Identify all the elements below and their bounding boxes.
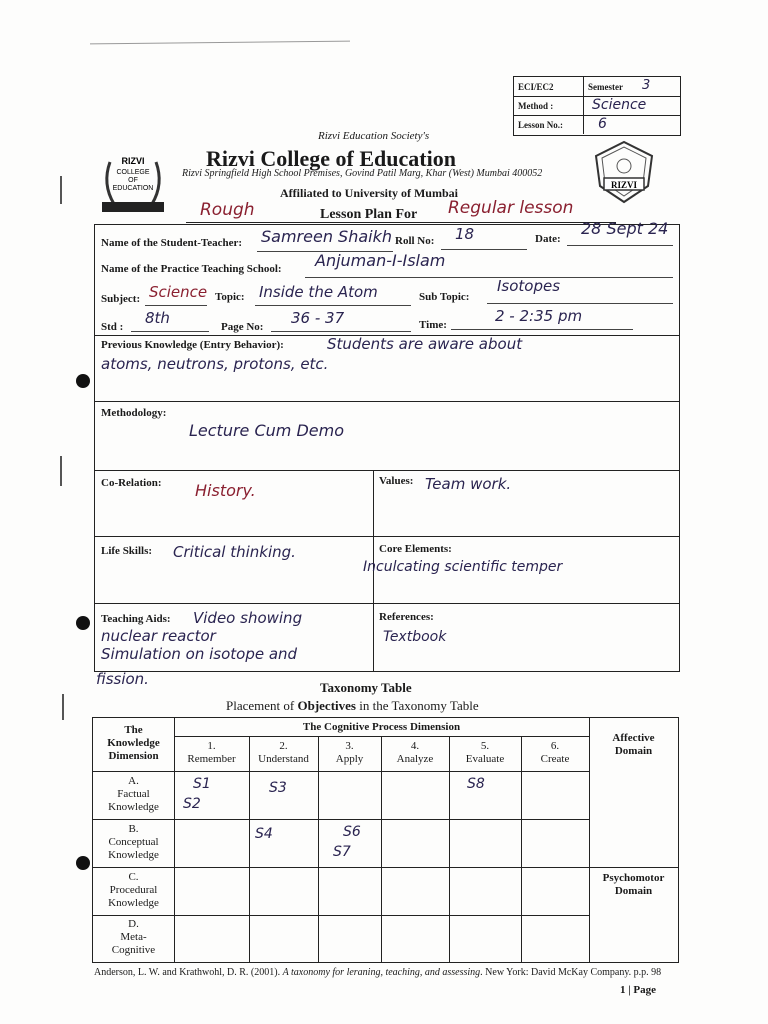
student-teacher-label: Name of the Student-Teacher: — [101, 237, 243, 249]
topic-label: Topic: — [215, 291, 245, 303]
field-underline — [451, 329, 633, 330]
row-line: Knowledge — [108, 801, 159, 813]
row-line: Knowledge — [108, 897, 159, 909]
logo-line: RIZVI — [121, 156, 145, 166]
method-label: Method : — [518, 101, 554, 111]
field-underline — [145, 305, 207, 306]
top-stroke — [90, 41, 350, 45]
divider — [95, 470, 679, 471]
knowledge-dimension-header — [93, 724, 174, 763]
reference-note-pre: Anderson, L. W. and Krathwohl, D. R. (2001). — [94, 967, 283, 978]
semester-label: Semester — [588, 82, 623, 92]
scan-mark — [60, 456, 62, 486]
field-underline — [567, 245, 673, 246]
column-num: 5. — [480, 740, 490, 752]
grid-line — [93, 915, 589, 916]
cognitive-dimension-header: The Cognitive Process Dimension — [302, 721, 461, 733]
logo-line: EDUCATION — [112, 185, 154, 192]
society-name: Rizvi Education Society's — [318, 130, 430, 142]
page-value: 36 - 37 — [291, 309, 345, 327]
row-line: Knowledge — [108, 849, 159, 861]
column-name: Analyze — [396, 753, 434, 765]
objective-entry: S1 — [193, 776, 211, 792]
time-label: Time: — [419, 319, 447, 331]
lesson-value: 6 — [598, 116, 607, 132]
column-name: Remember — [187, 753, 236, 765]
grid-line — [449, 736, 450, 962]
objective-entry: S7 — [333, 844, 351, 860]
divider — [95, 536, 679, 537]
objective-entry: S8 — [467, 776, 485, 792]
grid-line — [318, 736, 319, 962]
references-value: Textbook — [383, 629, 447, 645]
taxonomy-subtitle-pre: Placement of — [226, 698, 298, 713]
column-name: Understand — [258, 753, 309, 765]
field-underline — [487, 303, 673, 304]
seal-text: RIZVI — [610, 180, 638, 190]
row-line: Factual — [117, 788, 150, 800]
lesson-plan-type-left: Rough — [200, 200, 255, 220]
semester-value: 3 — [642, 78, 651, 93]
header-line: Domain — [614, 745, 653, 757]
teaching-aids-value: Video showing — [193, 609, 303, 627]
grid-line — [381, 736, 382, 962]
binder-hole — [76, 856, 90, 870]
row-header-metacognitive — [93, 918, 174, 957]
topic-value: Inside the Atom — [259, 283, 378, 301]
header-line: Dimension — [108, 750, 159, 762]
std-value: 8th — [145, 309, 170, 327]
page-label: Page No: — [221, 321, 264, 333]
objective-entry: S4 — [255, 826, 273, 842]
row-letter: C. — [128, 871, 139, 883]
teaching-aids-value: fission. — [96, 670, 149, 688]
field-underline — [441, 249, 527, 250]
logo-line: OF — [128, 177, 138, 184]
scan-mark — [60, 176, 62, 204]
row-letter: B. — [128, 823, 139, 835]
field-underline — [131, 331, 209, 332]
column-num: 6. — [550, 740, 560, 752]
reference-note-post: . New York: David McKay Company. p.p. 98 — [480, 967, 662, 978]
row-letter: D. — [128, 918, 139, 930]
taxonomy-subtitle — [226, 698, 479, 714]
time-value: 2 - 2:35 pm — [495, 307, 583, 325]
lesson-plan-label: Lesson Plan For — [320, 207, 418, 222]
column-name: Create — [540, 753, 570, 765]
column-num: 3. — [345, 740, 354, 752]
objective-entry: S6 — [343, 824, 361, 840]
life-skills-label: Life Skills: — [101, 545, 153, 557]
lesson-info-box — [513, 76, 681, 136]
taxonomy-subtitle-bold: Objectives — [297, 698, 356, 713]
values-label: Values: — [379, 475, 414, 487]
grid-line — [93, 771, 589, 772]
affiliation: Affiliated to University of Mumbai — [280, 186, 458, 200]
column-header-understand — [249, 740, 318, 766]
subtopic-value: Isotopes — [497, 277, 561, 295]
row-header-conceptual — [93, 823, 174, 862]
row-line: Meta- — [120, 931, 147, 943]
taxonomy-table — [92, 717, 679, 963]
values-value: Team work. — [425, 475, 512, 493]
date-label: Date: — [535, 233, 561, 245]
binder-hole — [76, 616, 90, 630]
method-value: Science — [592, 97, 647, 113]
page-number: 1 | Page — [620, 984, 657, 996]
row-line: Cognitive — [111, 944, 156, 956]
references-label: References: — [379, 611, 434, 623]
roll-label: Roll No: — [395, 235, 435, 247]
methodology-value: Lecture Cum Demo — [189, 421, 344, 440]
objective-entry: S3 — [269, 780, 287, 796]
grid-line — [249, 736, 250, 962]
row-header-factual — [93, 775, 174, 814]
row-letter: A. — [128, 775, 139, 787]
column-header-evaluate — [449, 740, 521, 766]
column-header-remember — [174, 740, 249, 766]
row-line: Conceptual — [108, 836, 159, 848]
grid-line — [93, 819, 589, 820]
grid-line — [93, 867, 678, 868]
school-label: Name of the Practice Teaching School: — [101, 263, 282, 275]
field-underline — [255, 305, 411, 306]
header-line: Psychomotor — [602, 872, 665, 884]
taxonomy-title: Taxonomy Table — [320, 680, 412, 695]
psychomotor-domain-header — [589, 872, 678, 898]
prev-knowledge-value: Students are aware about — [327, 335, 523, 353]
column-header-apply — [318, 740, 381, 766]
corelation-label: Co-Relation: — [101, 477, 162, 489]
taxonomy-subtitle-post: in the Taxonomy Table — [355, 698, 479, 713]
lesson-plan-underline — [186, 222, 616, 223]
school-value: Anjuman-I-Islam — [315, 251, 446, 270]
column-header-create — [521, 740, 589, 766]
college-address: Rizvi Springfield High School Premises, Govind Patil Marg, Khar (West) Mumbai 400052 — [182, 168, 543, 179]
reference-note-title: A taxonomy for leraning, teaching, and assessing — [282, 967, 481, 978]
subtopic-label: Sub Topic: — [419, 291, 470, 303]
header-line: The — [124, 724, 143, 736]
lesson-plan-form — [94, 219, 680, 672]
objective-entry: S2 — [183, 796, 201, 812]
divider — [95, 603, 679, 604]
column-name: Evaluate — [465, 753, 505, 765]
ec-label: ECI/EC2 — [518, 82, 554, 92]
teaching-aids-value: Simulation on isotope and — [101, 645, 298, 663]
methodology-label: Methodology: — [101, 407, 167, 419]
std-label: Std : — [101, 321, 124, 333]
header-line: Knowledge — [107, 737, 160, 749]
column-header-analyze — [381, 740, 449, 766]
life-skills-value: Critical thinking. — [173, 543, 296, 561]
core-elements-value: Inculcating scientific temper — [363, 559, 563, 575]
column-num: 1. — [207, 740, 216, 752]
lesson-label: Lesson No.: — [518, 120, 564, 130]
society-seal — [588, 138, 660, 206]
prev-knowledge-value: atoms, neutrons, protons, etc. — [101, 355, 329, 373]
row-line: Procedural — [109, 884, 158, 896]
field-underline — [305, 277, 673, 278]
binder-hole — [76, 374, 90, 388]
corelation-value: History. — [195, 481, 256, 500]
date-value: 28 Sept 24 — [581, 219, 669, 238]
column-num: 4. — [410, 740, 420, 752]
affective-domain-header — [589, 732, 678, 758]
lesson-plan-type-right: Regular lesson — [448, 198, 574, 218]
logo-line: COLLEGE — [116, 169, 150, 176]
divider — [95, 401, 679, 402]
header-line: Affective — [612, 732, 655, 744]
teaching-aids-label: Teaching Aids: — [101, 613, 171, 625]
college-logo — [98, 150, 168, 218]
column-name: Apply — [335, 753, 364, 765]
row-header-procedural — [93, 871, 174, 910]
field-underline — [271, 331, 411, 332]
college-name: Rizvi College of Education — [206, 146, 456, 171]
grid-line — [521, 736, 522, 962]
header-line: Domain — [614, 885, 653, 897]
reference-note — [94, 966, 684, 979]
prev-knowledge-label: Previous Knowledge (Entry Behavior): — [101, 339, 284, 351]
scan-mark — [62, 694, 64, 720]
subject-label: Subject: — [101, 293, 141, 305]
core-elements-label: Core Elements: — [379, 543, 452, 555]
teaching-aids-value: nuclear reactor — [101, 627, 216, 645]
column-num: 2. — [279, 740, 288, 752]
roll-value: 18 — [455, 225, 475, 243]
subject-value: Science — [149, 283, 208, 301]
student-teacher-value: Samreen Shaikh — [261, 227, 392, 246]
